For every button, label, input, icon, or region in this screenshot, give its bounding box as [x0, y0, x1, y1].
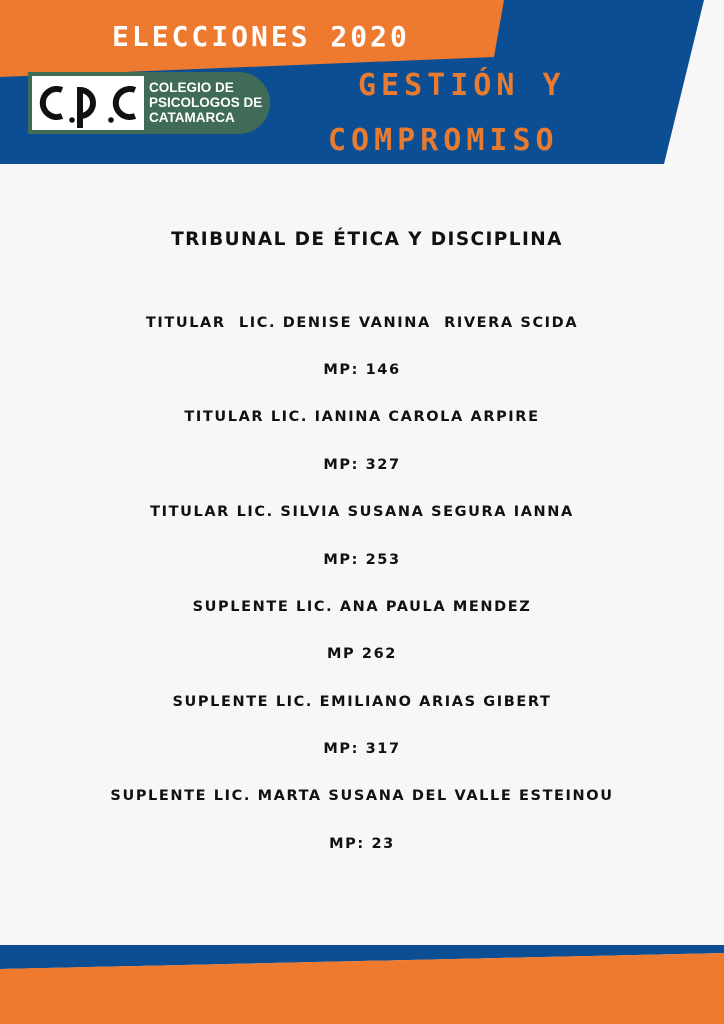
member-name-4: SUPLENTE LIC. ANA PAULA MENDEZ — [192, 599, 532, 615]
member-mp-4: MP 262 — [327, 646, 397, 662]
election-title: ELECCIONES 2020 — [112, 20, 410, 53]
member-mp-6: MP: 23 — [329, 836, 395, 852]
member-name-5: SUPLENTE LIC. EMILIANO ARIAS GIBERT — [172, 694, 552, 710]
member-mp-2: MP: 327 — [323, 457, 401, 473]
footer-banner — [0, 945, 724, 1024]
slogan-line-2: COMPROMISO — [328, 123, 559, 158]
member-mp-5: MP: 317 — [323, 741, 401, 757]
cpc-logo-mark — [32, 76, 144, 130]
logo-name-line-2: PSICOLOGOS DE — [149, 95, 263, 110]
member-mp-3: MP: 253 — [323, 552, 401, 568]
logo-name-line-1: COLEGIO DE — [149, 80, 234, 95]
logo-name — [149, 80, 262, 125]
section-title: TRIBUNAL DE ÉTICA Y DISCIPLINA — [171, 229, 563, 250]
member-name-6: SUPLENTE LIC. MARTA SUSANA DEL VALLE ESTEINOU — [110, 788, 614, 804]
cpc-logo — [28, 72, 270, 134]
slogan-line-1: GESTIÓN Y — [358, 68, 566, 103]
member-name-2: TITULAR LIC. IANINA CAROLA ARPIRE — [184, 409, 540, 425]
member-name-3: TITULAR LIC. SILVIA SUSANA SEGURA IANNA — [150, 504, 574, 520]
logo-name-line-3: CATAMARCA — [149, 110, 235, 125]
member-mp-1: MP: 146 — [323, 362, 401, 378]
member-name-1: TITULAR LIC. DENISE VANINA RIVERA SCIDA — [145, 315, 579, 331]
